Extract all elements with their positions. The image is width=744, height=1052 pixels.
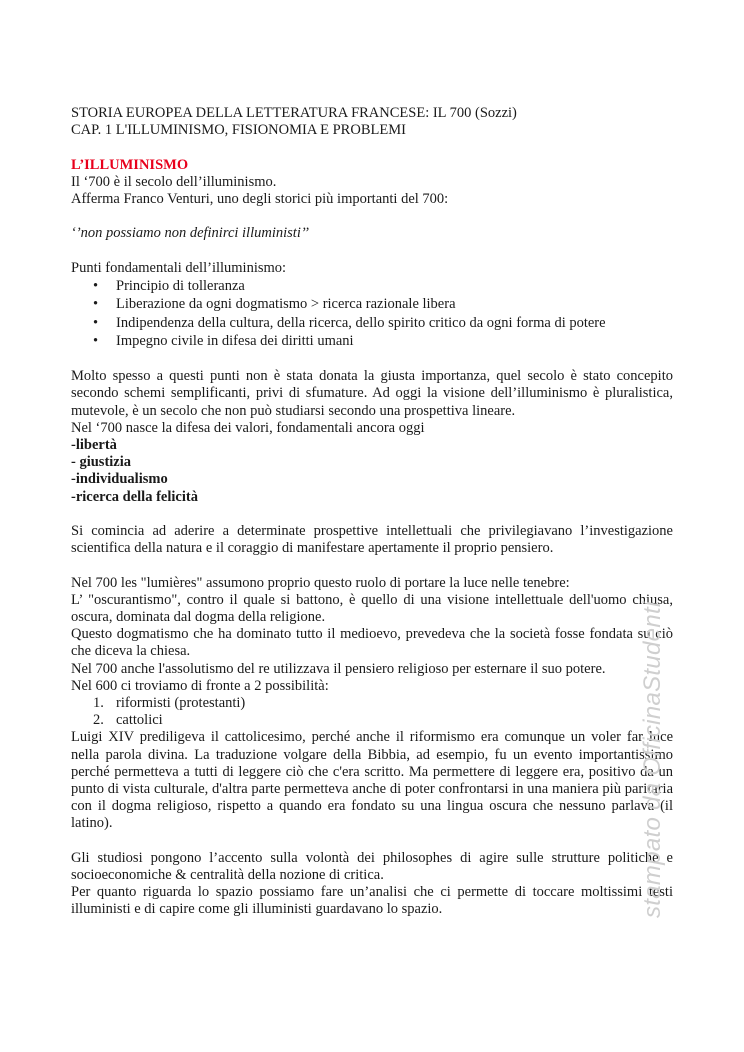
bullet-icon: • xyxy=(93,296,99,313)
paragraph-3-line-5: Nel 600 ci troviamo di fronte a 2 possibilità: xyxy=(71,677,329,694)
intro-line-2: Afferma Franco Venturi, uno degli storici più importanti del 700: xyxy=(71,191,449,207)
paragraph-2: Si comincia ad aderire a determinate prospettive intellettuali che privilegiavano l’investigazione scientifica della natura e il coraggio di manifestare apertamente il proprio pensiero. xyxy=(71,522,673,557)
document-header-line-2: CAP. 1 L'ILLUMINISMO, FISIONOMIA E PROBLEMI xyxy=(71,122,406,139)
value-item: -libertà xyxy=(71,436,117,453)
paragraph-3-line-3: Questo dogmatismo che ha dominato tutto il medioevo, prevedeva che la società fosse fondata su ciò che diceva la chiesa. xyxy=(71,626,673,660)
value-item: -individualismo xyxy=(71,471,168,488)
list-item: • Indipendenza della cultura, della ricerca, dello spirito critico da ogni forma di potere xyxy=(93,314,606,331)
list-item: • Principio di tolleranza xyxy=(93,277,245,294)
list-item: 2. cattolici xyxy=(93,712,163,729)
document-header-line-1: STORIA EUROPEA DELLA LETTERATURA FRANCESE: IL 700 (Sozzi) xyxy=(71,105,517,121)
value-item: - giustizia xyxy=(71,454,132,471)
paragraph-5: Gli studiosi pongono l’accento sulla volontà dei philosophes di agire sulle strutture politiche e socioeconomiche & centralità della nozione di critica. xyxy=(71,849,673,884)
list-item: • Liberazione da ogni dogmatismo > ricerca razionale libera xyxy=(93,296,456,313)
options-list xyxy=(71,695,673,729)
section-title: L’ILLUMINISMO xyxy=(71,156,189,173)
bullet-icon: • xyxy=(93,333,99,350)
bullet-icon: • xyxy=(93,277,99,294)
value-item: -ricerca della felicità xyxy=(71,488,198,505)
bullet-icon: • xyxy=(93,314,99,331)
paragraph-3-line-4: Nel 700 anche l'assolutismo del re utilizzava il pensiero religioso per esternare il suo potere. xyxy=(71,660,606,677)
watermark: stampato da OfficinaStudenti xyxy=(639,601,666,918)
paragraph-3-line-2: L’ "oscurantismo", contro il quale si battono, è quello di una visione intellettuale dell'uomo chiusa, oscura, dominata dal dogma della religione. xyxy=(71,591,673,625)
paragraph-4: Luigi XIV prediligeva il cattolicesimo, perché anche il riformismo era comunque un voler far luce nella parola divina. La traduzione volgare della Bibbia, ad esempio, fu un evento importantissimo perché permetteva a tutti di leggere ciò che c'era scritto. Ma permettere di leggere era, positivo da un punto di vista culturale, d'altra parte permetteva anche di poter confrontarsi in una maniera più paritaria con il dogma religioso, rispetto a quando era fondato su una lingua oscura che nessuno parlava (il latino). xyxy=(71,729,673,832)
paragraph-3-line-1: Nel 700 les "lumières" assumono proprio questo ruolo di portare la luce nelle tenebre: xyxy=(71,574,570,591)
list-item: 1. riformisti (protestanti) xyxy=(93,695,246,711)
points-list xyxy=(71,277,673,351)
values-intro: Nel ‘700 nasce la difesa dei valori, fondamentali ancora oggi xyxy=(71,419,425,436)
points-heading: Punti fondamentali dell’illuminismo: xyxy=(71,259,287,276)
paragraph-6: Per quanto riguarda lo spazio possiamo fare un’analisi che ci permette di toccare moltissimi testi illuministi e di capire come gli illuministi guardavano lo spazio. xyxy=(71,884,673,918)
venturi-quote: ‘’non possiamo non definirci illuministi’’ xyxy=(71,225,309,242)
intro-line-1: Il ‘700 è il secolo dell’illuminismo. xyxy=(71,173,277,190)
paragraph-1: Molto spesso a questi punti non è stata donata la giusta importanza, quel secolo è stato concepito secondo schemi semplificanti, privi di sfumature. Ad oggi la visione dell’illuminismo è pluralistica, mutevole, è un secolo che non può studiarsi secondo una prospettiva lineare. xyxy=(71,368,673,419)
document-page xyxy=(71,105,673,919)
list-item: • Impegno civile in difesa dei diritti umani xyxy=(93,333,354,350)
